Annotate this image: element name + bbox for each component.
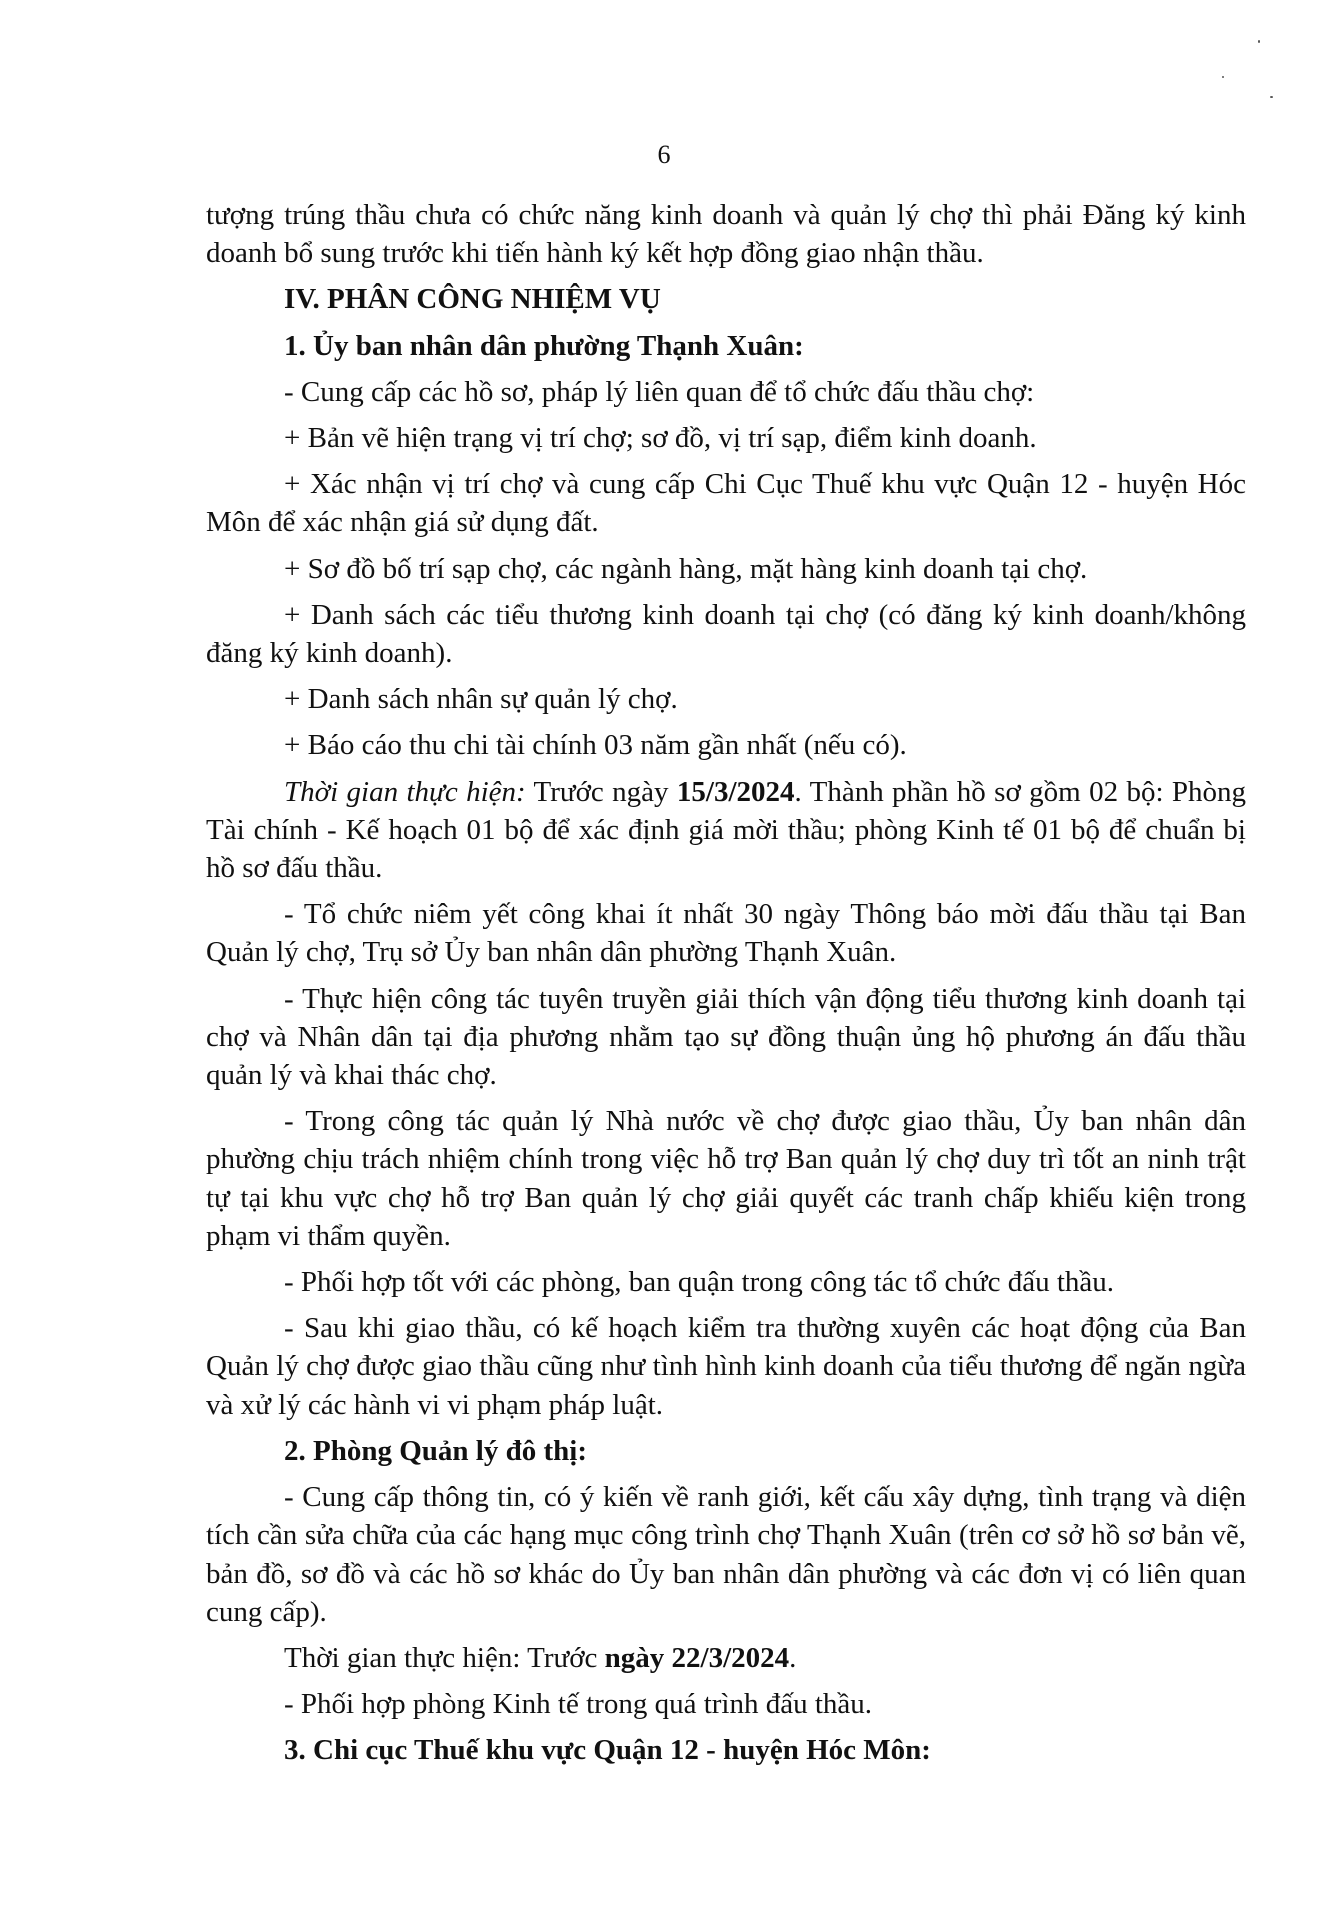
paragraph-provide-documents: - Cung cấp các hồ sơ, pháp lý liên quan để tổ chức đấu thầu chợ: — [284, 375, 1035, 408]
scan-speck — [1222, 76, 1224, 78]
deadline-text: Thời gian thực hiện: Trước — [284, 1641, 605, 1674]
paragraph-deadline-1 — [206, 773, 1246, 888]
list-item: + Danh sách nhân sự quản lý chợ. — [284, 683, 678, 716]
deadline-date: 15/3/2024 — [676, 775, 795, 808]
deadline-text: . — [789, 1641, 797, 1674]
list-item: + Danh sách các tiểu thương kinh doanh tại chợ (có đăng ký kinh doanh/không đăng ký kinh doanh). — [206, 598, 1246, 670]
paragraph-coordinate: - Phối hợp tốt với các phòng, ban quận trong công tác tổ chức đấu thầu. — [284, 1266, 1114, 1299]
scan-speck — [1258, 40, 1260, 43]
document-body — [206, 196, 1246, 1778]
list-item: + Báo cáo thu chi tài chính 03 năm gần nhất (nếu có). — [284, 729, 907, 762]
deadline-text: . Thành phần hồ sơ gồm 02 bộ: Phòng Tài chính - Kế hoạch 01 bộ để xác định giá mời thầu; phòng Kinh tế 01 bộ để chuẩn bị hồ sơ đấu thầu. — [206, 775, 1246, 885]
section-heading-iv: IV. PHÂN CÔNG NHIỆM VỤ — [284, 283, 661, 316]
deadline-label: Thời gian thực hiện: — [284, 775, 526, 808]
paragraph-urban-info: - Cung cấp thông tin, có ý kiến về ranh giới, kết cấu xây dựng, tình trạng và diện tích cần sửa chữa của các hạng mục công trình chợ Thạnh Xuân (trên cơ sở hồ sơ bản vẽ, bản đồ, sơ đồ và các hồ sơ khác do Ủy ban nhân dân phường và các đơn vị có liên quan cung cấp). — [206, 1481, 1246, 1628]
list-item: + Bản vẽ hiện trạng vị trí chợ; sơ đồ, vị trí sạp, điểm kinh doanh. — [284, 422, 1037, 455]
list-item: + Xác nhận vị trí chợ và cung cấp Chi Cục Thuế khu vực Quận 12 - huyện Hóc Môn để xác nhận giá sử dụng đất. — [206, 468, 1246, 539]
paragraph-coordinate-economy: - Phối hợp phòng Kinh tế trong quá trình đấu thầu. — [284, 1688, 873, 1721]
paragraph-continuation: tượng trúng thầu chưa có chức năng kinh doanh và quản lý chợ thì phải Đăng ký kinh doanh bổ sung trước khi tiến hành ký kết hợp đồng giao nhận thầu. — [206, 199, 1246, 270]
subheading-ward-committee: 1. Ủy ban nhân dân phường Thạnh Xuân: — [284, 329, 804, 362]
deadline-date: ngày 22/3/2024 — [604, 1641, 790, 1674]
list-item: + Sơ đồ bố trí sạp chợ, các ngành hàng, mặt hàng kinh doanh tại chợ. — [284, 552, 1088, 585]
deadline-text: Trước ngày — [525, 775, 677, 808]
paragraph-state-management: - Trong công tác quản lý Nhà nước về chợ được giao thầu, Ủy ban nhân dân phường chịu trách nhiệm chính trong việc hỗ trợ Ban quản lý chợ duy trì tốt an ninh trật tự tại khu vực chợ hỗ trợ Ban quản lý chợ giải quyết các tranh chấp khiếu kiện trong phạm vi thẩm quyền. — [206, 1105, 1246, 1252]
subheading-urban-management: 2. Phòng Quản lý đô thị: — [284, 1434, 587, 1467]
scan-speck — [1270, 96, 1273, 98]
paragraph-inspection: - Sau khi giao thầu, có kế hoạch kiểm tra thường xuyên các hoạt động của Ban Quản lý chợ được giao thầu cũng như tình hình kinh doanh của tiểu thương để ngăn ngừa và xử lý các hành vi vi phạm pháp luật. — [206, 1312, 1246, 1421]
paragraph-deadline-2 — [206, 1639, 1246, 1677]
paragraph-posting: - Tổ chức niêm yết công khai ít nhất 30 ngày Thông báo mời đấu thầu tại Ban Quản lý chợ, Trụ sở Ủy ban nhân dân phường Thạnh Xuân. — [206, 898, 1246, 969]
paragraph-propaganda: - Thực hiện công tác tuyên truyền giải thích vận động tiểu thương kinh doanh tại chợ và Nhân dân tại địa phương nhằm tạo sự đồng thuận ủng hộ phương án đấu thầu quản lý và khai thác chợ. — [206, 982, 1246, 1092]
subheading-tax-department: 3. Chi cục Thuế khu vực Quận 12 - huyện Hóc Môn: — [284, 1734, 931, 1767]
page-number: 6 — [657, 140, 671, 169]
